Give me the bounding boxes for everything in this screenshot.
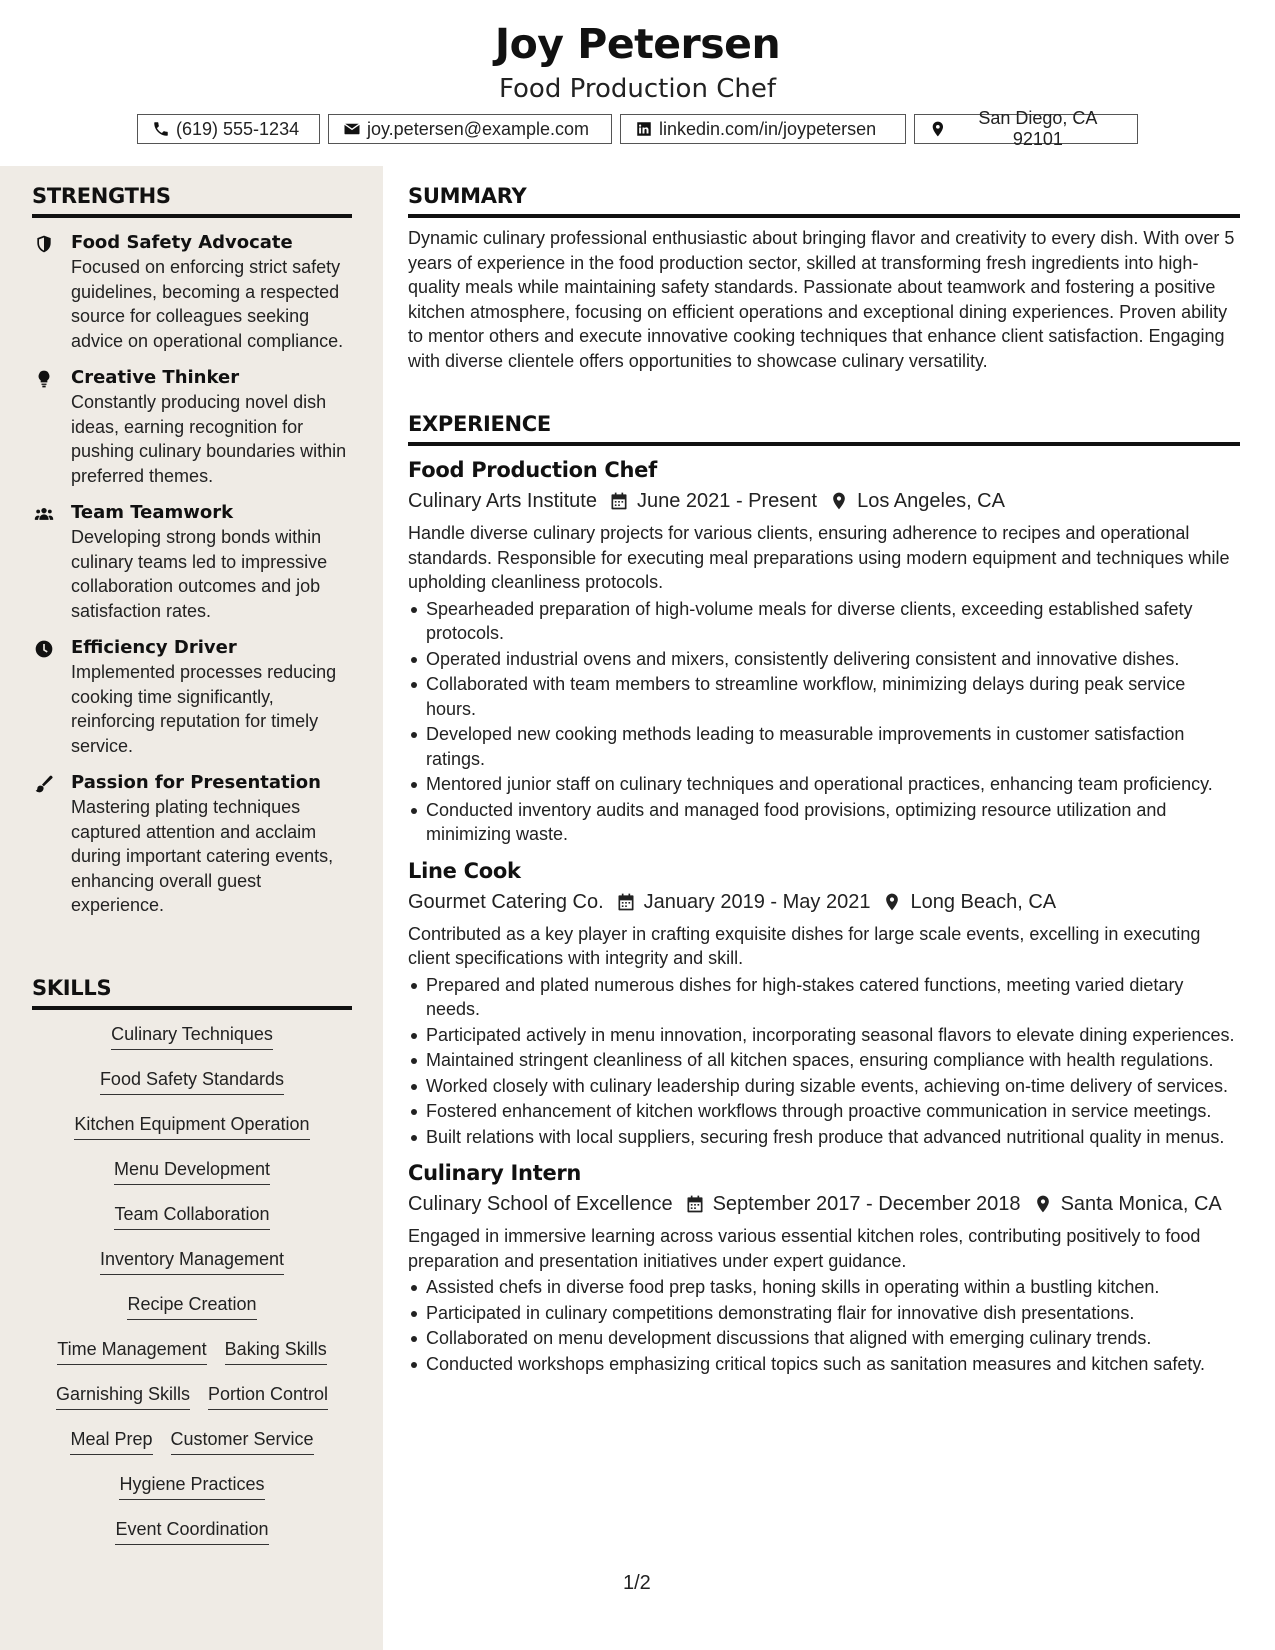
job-bullet: Spearheaded preparation of high-volume meals for diverse clients, exceeding established safety protocols. bbox=[408, 597, 1240, 646]
map-pin-icon bbox=[882, 892, 902, 912]
job-dates: January 2019 - May 2021 bbox=[643, 890, 871, 913]
skills-section bbox=[32, 976, 352, 1562]
strength-item bbox=[32, 771, 352, 918]
calendar-icon bbox=[616, 892, 636, 912]
skill-tag: Food Safety Standards bbox=[100, 1067, 284, 1095]
job-location: Santa Monica, CA bbox=[1060, 1193, 1222, 1215]
job-company: Culinary Arts Institute bbox=[408, 490, 597, 512]
summary-heading: SUMMARY bbox=[408, 184, 1240, 218]
brush-icon bbox=[34, 774, 54, 794]
contact-phone[interactable] bbox=[137, 114, 320, 144]
strength-title: Team Teamwork bbox=[71, 502, 234, 523]
skill-row bbox=[32, 1427, 352, 1472]
job-entry bbox=[408, 1159, 1240, 1376]
strength-title: Food Safety Advocate bbox=[71, 232, 293, 253]
job-bullet: Maintained stringent cleanliness of all kitchen spaces, ensuring compliance with health regulations. bbox=[408, 1048, 1240, 1073]
sidebar bbox=[0, 166, 383, 1650]
strength-item bbox=[32, 501, 352, 623]
job-description: Contributed as a key player in crafting exquisite dishes for large scale events, excelling in executing client specifications with integrity and skill. bbox=[408, 923, 1201, 968]
strength-item bbox=[32, 366, 352, 488]
map-pin-icon bbox=[1033, 1194, 1053, 1214]
skill-row bbox=[32, 1382, 352, 1427]
contact-linkedin[interactable] bbox=[620, 114, 906, 144]
skill-row bbox=[32, 1067, 352, 1112]
job-meta bbox=[408, 1189, 1240, 1219]
job-title: Line Cook bbox=[408, 858, 521, 883]
skill-row bbox=[32, 1472, 352, 1517]
strength-title: Creative Thinker bbox=[71, 367, 240, 388]
strength-item bbox=[32, 231, 352, 353]
linkedin-icon bbox=[635, 120, 653, 138]
strength-desc: Mastering plating techniques captured attention and acclaim during important catering events, enhancing overall guest experience. bbox=[71, 797, 334, 915]
skill-tag: Time Management bbox=[57, 1337, 206, 1365]
job-bullet: Developed new cooking methods leading to measurable improvements in customer satisfaction ratings. bbox=[408, 722, 1240, 771]
job-meta bbox=[408, 486, 1240, 516]
job-description: Engaged in immersive learning across various essential kitchen roles, contributing positively to food preparation and presentation initiatives under expert guidance. bbox=[408, 1226, 1201, 1271]
strength-title: Efficiency Driver bbox=[71, 637, 237, 658]
job-meta bbox=[408, 887, 1240, 917]
calendar-icon bbox=[609, 491, 629, 511]
skill-tag: Meal Prep bbox=[70, 1427, 152, 1455]
resume-header bbox=[0, 0, 1275, 166]
calendar-icon bbox=[685, 1194, 705, 1214]
skill-row bbox=[32, 1517, 352, 1562]
skill-row bbox=[32, 1337, 352, 1382]
skill-tag: Menu Development bbox=[114, 1157, 270, 1185]
contact-email[interactable] bbox=[328, 114, 612, 144]
map-pin-icon bbox=[929, 120, 947, 138]
linkedin-text: linkedin.com/in/joypetersen bbox=[659, 118, 877, 139]
clock-icon bbox=[34, 639, 54, 659]
candidate-title: Food Production Chef bbox=[499, 74, 776, 104]
job-entry bbox=[408, 456, 1240, 847]
job-company: Gourmet Catering Co. bbox=[408, 890, 604, 913]
strengths-heading: STRENGTHS bbox=[32, 184, 352, 218]
job-bullets bbox=[408, 973, 1240, 1150]
job-bullet: Assisted chefs in diverse food prep tasks, honing skills in operating within a bustling kitchen. bbox=[408, 1275, 1240, 1300]
summary-section bbox=[408, 184, 1240, 373]
summary-text: Dynamic culinary professional enthusiastic about bringing flavor and creativity to every dish. With over 5 years of experience in the food production sector, skilled at transforming fresh ingredients into high-quality meals while maintaining safety standards. Passionate about teamwork and fostering a positive kitchen atmosphere, focusing on efficient operations and exceptional dining experiences. Proven ability to mentor others and execute innovative cooking techniques that enhance client satisfaction. Engaging with diverse clientele offers opportunities to showcase culinary versatility. bbox=[408, 228, 1235, 371]
skill-tag: Customer Service bbox=[171, 1427, 314, 1455]
skill-tag: Recipe Creation bbox=[127, 1292, 256, 1320]
email-text: joy.petersen@example.com bbox=[367, 118, 590, 139]
job-bullet: Operated industrial ovens and mixers, consistently delivering consistent and innovative dishes. bbox=[408, 647, 1240, 672]
lightbulb-icon bbox=[34, 369, 54, 389]
skill-tag: Inventory Management bbox=[100, 1247, 284, 1275]
job-bullet: Collaborated on menu development discussions that aligned with emerging culinary trends. bbox=[408, 1326, 1240, 1351]
skill-tag: Event Coordination bbox=[115, 1517, 268, 1545]
skill-row bbox=[32, 1292, 352, 1337]
contact-location bbox=[914, 108, 1138, 149]
experience-heading: EXPERIENCE bbox=[408, 412, 1240, 446]
job-company: Culinary School of Excellence bbox=[408, 1193, 673, 1215]
skill-tag: Baking Skills bbox=[225, 1337, 327, 1365]
envelope-icon bbox=[343, 120, 361, 138]
skill-tag: Kitchen Equipment Operation bbox=[74, 1112, 309, 1140]
job-bullet: Mentored junior staff on culinary techniques and operational practices, enhancing team proficiency. bbox=[408, 772, 1240, 797]
strength-item bbox=[32, 636, 352, 758]
job-entry bbox=[408, 857, 1240, 1150]
job-bullet: Built relations with local suppliers, securing fresh produce that advanced nutritional quality in menus. bbox=[408, 1125, 1240, 1150]
job-bullet: Collaborated with team members to streamline workflow, minimizing delays during peak service hours. bbox=[408, 672, 1240, 721]
location-text: San Diego, CA 92101 bbox=[978, 108, 1098, 149]
strength-desc: Implemented processes reducing cooking time significantly, reinforcing reputation for timely service. bbox=[71, 662, 337, 756]
page-number: 1/2 bbox=[623, 1572, 651, 1594]
job-bullets bbox=[408, 597, 1240, 847]
skill-tag: Culinary Techniques bbox=[111, 1022, 273, 1050]
job-bullet: Prepared and plated numerous dishes for high-stakes catered functions, meeting varied dietary needs. bbox=[408, 973, 1240, 1022]
contact-bar bbox=[0, 108, 1275, 149]
strength-desc: Developing strong bonds within culinary teams led to impressive collaboration outcomes and job satisfaction rates. bbox=[71, 527, 328, 621]
users-icon bbox=[34, 504, 54, 524]
job-bullets bbox=[408, 1275, 1240, 1376]
experience-section bbox=[408, 412, 1240, 1377]
skill-tag: Team Collaboration bbox=[114, 1202, 269, 1230]
job-bullet: Fostered enhancement of kitchen workflows through proactive communication in service meetings. bbox=[408, 1099, 1240, 1124]
skill-tag: Hygiene Practices bbox=[119, 1472, 264, 1500]
strengths-section bbox=[32, 184, 352, 918]
job-bullet: Conducted workshops emphasizing critical topics such as sanitation measures and kitchen safety. bbox=[408, 1352, 1240, 1377]
job-title: Food Production Chef bbox=[408, 458, 657, 482]
job-description: Handle diverse culinary projects for various clients, ensuring adherence to recipes and operational standards. Responsible for executing meal preparations using modern equipment and techniques while upholding cleanliness protocols. bbox=[408, 523, 1230, 592]
job-bullet: Conducted inventory audits and managed food provisions, optimizing resource utilization and minimizing waste. bbox=[408, 798, 1240, 847]
skill-row bbox=[32, 1157, 352, 1202]
strength-title: Passion for Presentation bbox=[71, 772, 321, 793]
skills-heading: SKILLS bbox=[32, 976, 352, 1010]
job-location: Los Angeles, CA bbox=[857, 490, 1005, 512]
phone-text: (619) 555-1234 bbox=[176, 118, 300, 139]
strength-desc: Constantly producing novel dish ideas, earning recognition for pushing culinary boundaries within preferred themes. bbox=[71, 392, 347, 486]
skill-row bbox=[32, 1247, 352, 1292]
skill-tag: Garnishing Skills bbox=[56, 1382, 190, 1410]
shield-icon bbox=[34, 234, 54, 254]
job-bullet: Participated in culinary competitions demonstrating flair for innovative dish presentations. bbox=[408, 1301, 1240, 1326]
skill-row bbox=[32, 1112, 352, 1157]
job-location: Long Beach, CA bbox=[910, 890, 1057, 913]
job-bullet: Worked closely with culinary leadership during sizable events, achieving on-time delivery of services. bbox=[408, 1074, 1240, 1099]
job-dates: June 2021 - Present bbox=[636, 490, 818, 512]
strength-desc: Focused on enforcing strict safety guidelines, becoming a respected source for colleagues seeking advice on operational compliance. bbox=[71, 257, 344, 351]
candidate-name: Joy Petersen bbox=[494, 20, 781, 68]
skill-tag: Portion Control bbox=[208, 1382, 328, 1410]
skills-list bbox=[32, 1022, 352, 1562]
skill-row bbox=[32, 1202, 352, 1247]
skill-row bbox=[32, 1022, 352, 1067]
phone-icon bbox=[152, 120, 170, 138]
map-pin-icon bbox=[829, 491, 849, 511]
job-dates: September 2017 - December 2018 bbox=[712, 1193, 1021, 1215]
job-bullet: Participated actively in menu innovation, incorporating seasonal flavors to elevate dining experiences. bbox=[408, 1023, 1240, 1048]
job-title: Culinary Intern bbox=[408, 1161, 582, 1185]
